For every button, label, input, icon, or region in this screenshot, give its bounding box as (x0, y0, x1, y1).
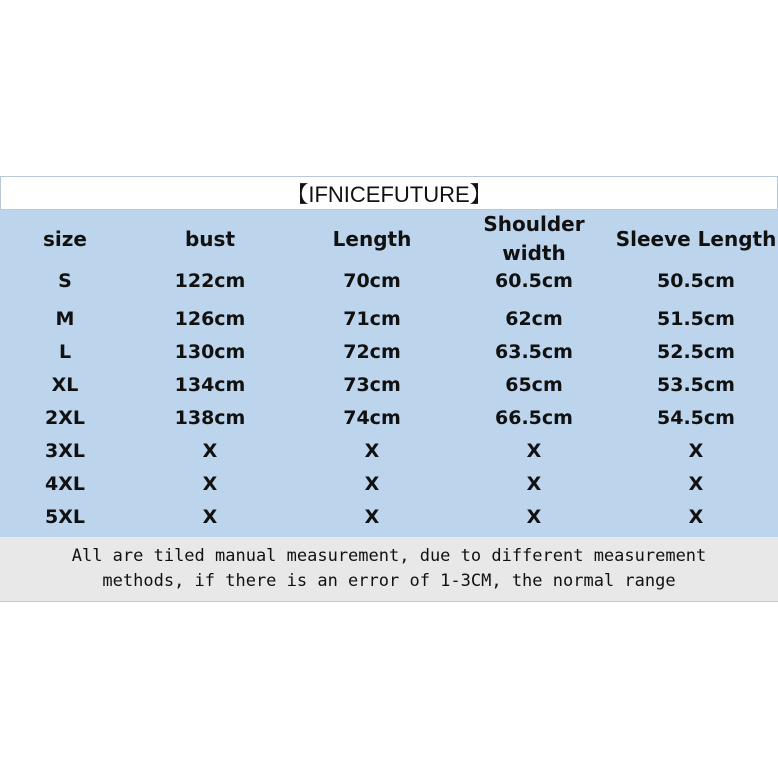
table-cell: 52.5cm (657, 340, 735, 363)
table-cell: 63.5cm (495, 340, 573, 363)
chart-title: 【IFNICEFUTURE】 (0, 176, 778, 210)
table-cell: 65cm (505, 373, 563, 396)
column-header: Shoulder width (483, 212, 585, 265)
table-cell: X (202, 505, 218, 528)
table-cell: X (688, 439, 704, 462)
table-cell: X (688, 505, 704, 528)
table-cell: X (526, 439, 542, 462)
table-cell: M (55, 307, 75, 330)
table-cell: 51.5cm (657, 307, 735, 330)
table-cell: 134cm (174, 373, 246, 396)
table-cell: 62cm (505, 307, 563, 330)
size-chart (0, 176, 778, 602)
table-cell: X (202, 472, 218, 495)
table-cell: X (364, 439, 380, 462)
measurement-note (0, 537, 778, 602)
table-cell: XL (51, 373, 79, 396)
table-cell: 60.5cm (495, 269, 573, 292)
table-cell: 3XL (45, 439, 85, 462)
table-cell: 54.5cm (657, 406, 735, 429)
table-cell: 71cm (343, 307, 401, 330)
table-cell: 138cm (174, 406, 246, 429)
table-cell: X (526, 505, 542, 528)
table-cell: 74cm (343, 406, 401, 429)
table-cell: X (202, 439, 218, 462)
column-header: bust (184, 226, 236, 251)
column-header: Sleeve Length (615, 226, 777, 251)
table-cell: 126cm (174, 307, 246, 330)
table-cell: 4XL (45, 472, 85, 495)
table-cell: X (688, 472, 704, 495)
column-header: size (43, 226, 87, 251)
size-table (0, 210, 778, 537)
table-cell: 2XL (45, 406, 85, 429)
table-cell: 50.5cm (657, 269, 735, 292)
table-cell: S (58, 269, 72, 292)
table-cell: 122cm (174, 269, 246, 292)
table-cell: X (364, 505, 380, 528)
table-cell: 130cm (174, 340, 246, 363)
table-cell: 53.5cm (657, 373, 735, 396)
table-cell: 5XL (45, 505, 85, 528)
note-line-1: All are tiled manual measurement, due to different measurement (71, 546, 707, 566)
table-cell: 66.5cm (495, 406, 573, 429)
table-cell: 72cm (343, 340, 401, 363)
table-cell: X (526, 472, 542, 495)
table-cell: L (58, 340, 72, 363)
column-header: Length (332, 226, 412, 251)
note-line-2: methods, if there is an error of 1-3CM, the normal range (102, 571, 676, 591)
table-cell: 70cm (343, 269, 401, 292)
table-cell: X (364, 472, 380, 495)
table-cell: 73cm (343, 373, 401, 396)
